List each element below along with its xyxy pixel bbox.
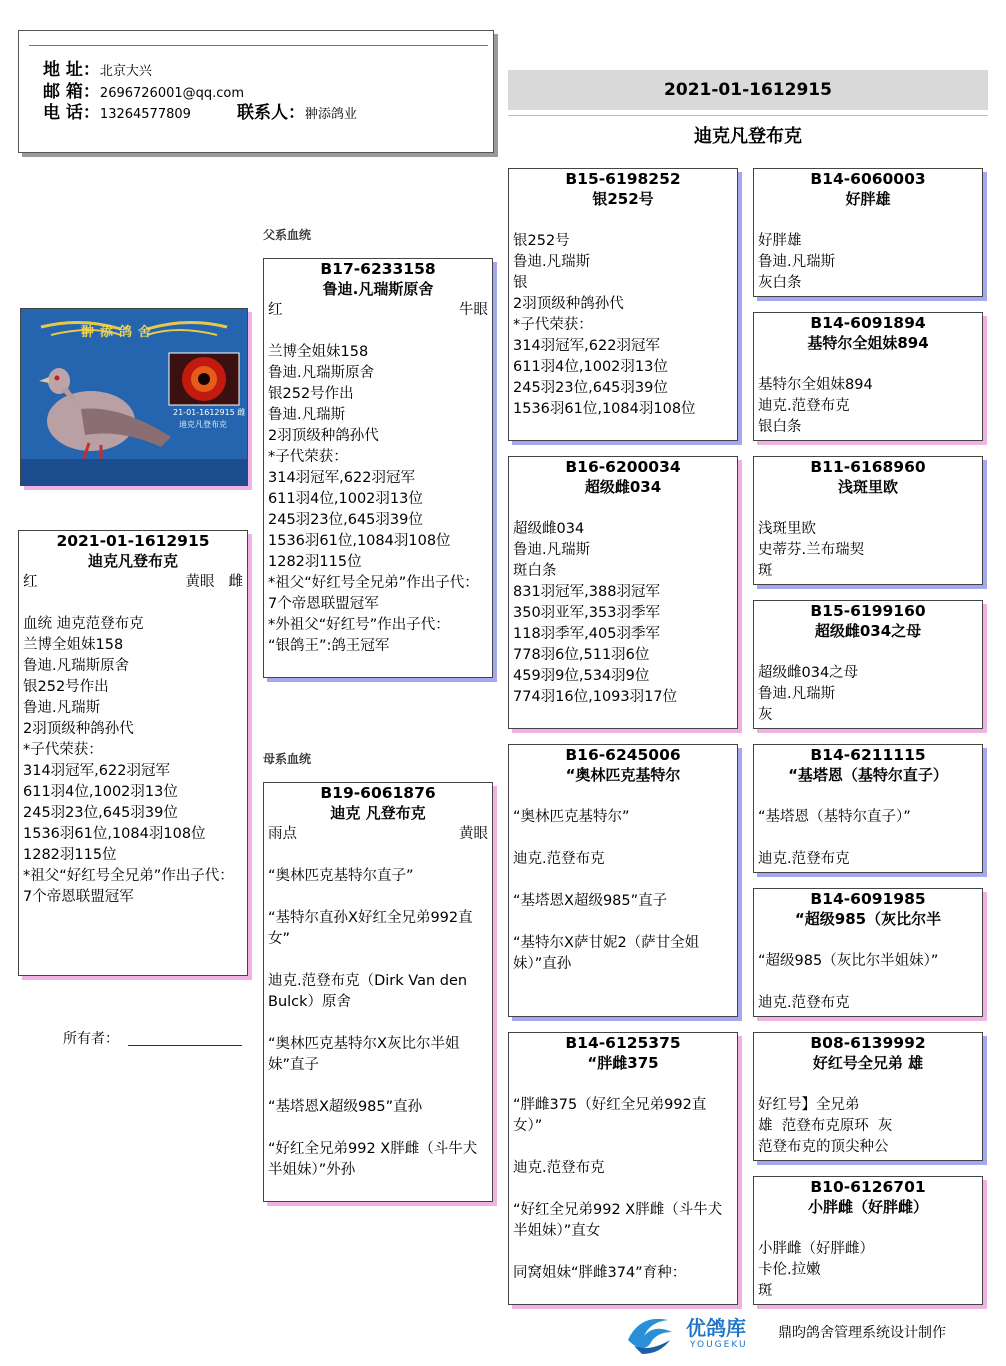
great-grandparent-name: “超级985（灰比尔半	[794, 910, 942, 928]
great-grandparent-ring: B15-6199160	[810, 602, 926, 620]
grandparent-card	[508, 1032, 738, 1305]
note-line	[758, 930, 978, 951]
great-grandparent-notes	[758, 930, 978, 1014]
note-line: 1282羽115位	[268, 554, 362, 570]
note-line	[513, 912, 733, 933]
subject-name: 迪克凡登布克	[87, 552, 178, 570]
note-line: 小胖雌（好胖雌）	[758, 1241, 874, 1257]
subject-attributes	[23, 572, 243, 593]
note-line: 鲁迪.凡瑞斯	[513, 542, 591, 558]
note-line	[268, 887, 488, 908]
note-line	[758, 210, 978, 231]
note-line: “奥林匹克基特尔X灰比尔半姐妹”直子	[268, 1036, 460, 1073]
logo-text: 优鸽库	[686, 1316, 746, 1340]
note-line: 血统 迪克范登布克	[23, 616, 144, 632]
phone-value: 13264577809	[99, 107, 191, 122]
address-label: 地 址：	[43, 60, 100, 80]
great-grandparent-card	[753, 600, 983, 729]
footer-credit: 鼎昀鸽舍管理系统设计制作	[778, 1325, 946, 1341]
title-divider	[508, 115, 988, 116]
note-line: 1536羽61位,1084羽108位	[513, 401, 696, 417]
dam-section-label: 母系血统	[263, 752, 312, 766]
sire-name: 鲁迪.凡瑞斯原舍	[322, 280, 434, 298]
sire-ring: B17-6233158	[320, 260, 436, 278]
logo-subtext: YOUGEKU	[690, 1340, 748, 1350]
subject-ring: 2021-01-1612915	[56, 532, 210, 550]
grandparent-card	[508, 744, 738, 1017]
note-line: “基特尔直孙X好红全兄弟992直女”	[268, 910, 473, 947]
note-line: 迪克.范登布克	[758, 851, 850, 867]
note-line: 好胖雄	[758, 233, 802, 249]
note-line: 1536羽61位,1084羽108位	[268, 533, 451, 549]
note-line: 银252号作出	[268, 386, 354, 402]
great-grandparent-card	[753, 1032, 983, 1161]
grandparent-ring: B15-6198252	[565, 170, 681, 188]
note-line	[268, 1076, 488, 1097]
great-grandparent-notes	[758, 498, 978, 582]
note-line: 银252号作出	[23, 679, 109, 695]
grandparent-name: “胖雌375	[587, 1054, 659, 1072]
great-grandparent-card	[753, 1176, 983, 1305]
note-line	[513, 1242, 733, 1263]
note-line: 鲁迪.凡瑞斯	[268, 407, 346, 423]
note-line: “基塔恩（基特尔直子）”	[758, 809, 911, 825]
subject-card	[18, 530, 248, 976]
note-line: 银白条	[758, 419, 802, 435]
note-line: “奥林匹克基特尔直子”	[268, 868, 414, 884]
note-line: “超级985（灰比尔半姐妹）”	[758, 953, 939, 969]
great-grandparent-card	[753, 168, 983, 297]
photo-banner: 翀添鸽舍	[81, 325, 158, 340]
great-grandparent-ring: B14-6091985	[810, 890, 926, 908]
grandparent-notes	[513, 498, 733, 708]
dam-card	[263, 782, 493, 1202]
sire-attributes	[268, 300, 488, 321]
great-grandparent-notes	[758, 1074, 978, 1158]
contact-person-label: 联系人：	[237, 103, 306, 123]
contact-box	[18, 30, 494, 153]
great-grandparent-notes	[758, 786, 978, 870]
owner-signature-line	[128, 1045, 242, 1046]
note-line: “基塔恩X超级985”直子	[513, 893, 668, 909]
note-line	[513, 1179, 733, 1200]
subject-color: 红	[23, 574, 38, 590]
pigeon-photo	[20, 308, 248, 486]
note-line: *祖父“好红号全兄弟”作出子代：	[268, 575, 479, 591]
note-line	[268, 950, 488, 971]
dam-attributes	[268, 824, 488, 845]
grandparent-ring: B16-6200034	[565, 458, 681, 476]
note-line	[268, 1118, 488, 1139]
note-line: 1282羽115位	[23, 847, 117, 863]
note-line: 范登布克的顶尖种公	[758, 1139, 889, 1155]
grandparent-name: 银252号	[592, 190, 654, 208]
great-grandparent-name: 浅斑里欧	[837, 478, 898, 496]
note-line: *祖父“好红号全兄弟”作出子代：	[23, 868, 234, 884]
note-line	[513, 210, 733, 231]
note-line: 史蒂芬.兰布瑞契	[758, 542, 865, 558]
note-line: 好红号】全兄弟	[758, 1097, 860, 1113]
great-grandparent-card	[753, 888, 983, 1017]
pedigree-name-title: 迪克凡登布克	[694, 126, 802, 147]
note-line	[513, 870, 733, 891]
great-grandparent-notes	[758, 210, 978, 294]
note-line	[513, 786, 733, 807]
grandparent-ring: B14-6125375	[565, 1034, 681, 1052]
grandparent-notes	[513, 786, 733, 975]
note-line: 兰博全姐妹158	[23, 637, 124, 653]
sire-section-label: 父系血统	[263, 228, 312, 242]
note-line: 314羽冠军,622羽冠军	[268, 470, 415, 486]
note-line: 2羽顶级种鸽孙代	[513, 296, 624, 312]
note-line	[758, 1074, 978, 1095]
great-grandparent-name: 超级雌034之母	[814, 622, 922, 640]
note-line: *子代荣获：	[513, 317, 593, 333]
great-grandparent-notes	[758, 354, 978, 438]
note-line: 鲁迪.凡瑞斯原舍	[268, 365, 375, 381]
sire-color: 红	[268, 302, 283, 318]
great-grandparent-ring: B08-6139992	[810, 1034, 926, 1052]
note-line: “银鸽王”:鸽王冠军	[268, 638, 390, 654]
note-line: 7个帝恩联盟冠军	[268, 596, 379, 612]
great-grandparent-notes	[758, 642, 978, 726]
note-line: 118羽季军,405羽季军	[513, 626, 660, 642]
address-value: 北京大兴	[99, 64, 152, 79]
note-line: 雄 范登布克原环 灰	[758, 1118, 893, 1134]
note-line: *外祖父“好红号”作出子代：	[268, 617, 450, 633]
note-line: 314羽冠军,622羽冠军	[513, 338, 660, 354]
note-line: 245羽23位,645羽39位	[513, 380, 668, 396]
subject-notes	[23, 593, 243, 908]
note-line: 459羽9位,534羽9位	[513, 668, 650, 684]
divider	[29, 45, 488, 46]
yougeku-logo	[620, 1310, 770, 1358]
great-grandparent-name: 基特尔全姐妹894	[807, 334, 929, 352]
note-line: 银	[513, 275, 528, 291]
sire-card	[263, 258, 493, 678]
note-line: 鲁迪.凡瑞斯	[758, 254, 836, 270]
photo-ring-text: 21-01-1612915 雌	[173, 408, 246, 417]
note-line: 迪克.范登布克	[513, 851, 605, 867]
note-line: 迪克.范登布克（Dirk Van den Bulck）原舍	[268, 973, 472, 1010]
grandparent-ring: B16-6245006	[565, 746, 681, 764]
note-line: 鲁迪.凡瑞斯	[23, 700, 101, 716]
note-line: *子代荣获：	[268, 449, 348, 465]
note-line: 迪克.范登布克	[513, 1160, 605, 1176]
note-line	[268, 845, 488, 866]
note-line	[23, 593, 243, 614]
sire-eye: 牛眼	[459, 302, 488, 318]
note-line	[758, 498, 978, 519]
note-line: 鲁迪.凡瑞斯原舍	[23, 658, 130, 674]
contact-person-value: 翀添鸽业	[305, 107, 358, 122]
note-line: 7个帝恩联盟冠军	[23, 889, 134, 905]
grandparent-card	[508, 456, 738, 729]
note-line: 鲁迪.凡瑞斯	[513, 254, 591, 270]
note-line	[513, 1137, 733, 1158]
note-line: 2羽顶级种鸽孙代	[23, 721, 134, 737]
note-line	[758, 828, 978, 849]
note-line: 245羽23位,645羽39位	[23, 805, 178, 821]
dam-ring: B19-6061876	[320, 784, 436, 802]
great-grandparent-notes	[758, 1218, 978, 1302]
note-line	[758, 354, 978, 375]
note-line: 灰白条	[758, 275, 802, 291]
note-line: 774羽16位,1093羽17位	[513, 689, 678, 705]
grandparent-notes	[513, 1074, 733, 1284]
dam-notes	[268, 845, 488, 1181]
great-grandparent-card	[753, 456, 983, 585]
note-line: 611羽4位,1002羽13位	[268, 491, 423, 507]
note-line: *子代荣获：	[23, 742, 103, 758]
note-line: 同窝姐妹“胖雌374”育种：	[513, 1265, 687, 1281]
grandparent-name: 超级雌034	[584, 478, 662, 496]
note-line: 831羽冠军,388羽冠军	[513, 584, 660, 600]
great-grandparent-name: 好红号全兄弟 雄	[812, 1054, 924, 1072]
email-value: 2696726001@qq.com	[99, 86, 245, 101]
pedigree-ring-title: 2021-01-1612915	[508, 70, 988, 110]
note-line	[513, 498, 733, 519]
note-line: 超级雌034	[513, 521, 585, 537]
note-line: 斑	[758, 1283, 773, 1299]
dam-name: 迪克 凡登布克	[330, 804, 426, 822]
great-grandparent-card	[753, 312, 983, 441]
note-line	[268, 1013, 488, 1034]
note-line: 245羽23位,645羽39位	[268, 512, 423, 528]
note-line: 611羽4位,1002羽13位	[23, 784, 178, 800]
sire-notes	[268, 321, 488, 657]
grandparent-notes	[513, 210, 733, 420]
note-line	[758, 972, 978, 993]
note-line: 1536羽61位,1084羽108位	[23, 826, 206, 842]
note-line	[513, 828, 733, 849]
note-line: “好红全兄弟992 X胖雌（斗牛犬半姐妹）”外孙	[268, 1141, 478, 1178]
dam-eye: 黄眼	[459, 826, 488, 842]
note-line: 灰	[758, 707, 773, 723]
note-line: 350羽亚军,353羽季军	[513, 605, 660, 621]
great-grandparent-name: 小胖雌（好胖雌）	[807, 1198, 928, 1216]
note-line: 兰博全姐妹158	[268, 344, 369, 360]
note-line: 迪克.范登布克	[758, 995, 850, 1011]
email-label: 邮 箱：	[43, 82, 100, 102]
great-grandparent-ring: B11-6168960	[810, 458, 926, 476]
great-grandparent-ring: B14-6091894	[810, 314, 926, 332]
subject-sex: 雌	[228, 574, 243, 590]
note-line: “奥林匹克基特尔”	[513, 809, 630, 825]
note-line: 314羽冠军,622羽冠军	[23, 763, 170, 779]
phone-label: 电 话：	[43, 103, 100, 123]
great-grandparent-ring: B10-6126701	[810, 1178, 926, 1196]
note-line: 银252号	[513, 233, 570, 249]
note-line: 778羽6位,511羽6位	[513, 647, 650, 663]
note-line: 超级雌034之母	[758, 665, 859, 681]
note-line: 卡伦.拉嫩	[758, 1262, 821, 1278]
note-line: “基塔恩X超级985”直孙	[268, 1099, 423, 1115]
grandparent-name: “奥林匹克基特尔	[565, 766, 681, 784]
note-line: “好红全兄弟992 X胖雌（斗牛犬半姐妹）”直女	[513, 1202, 723, 1239]
great-grandparent-name: 好胖雄	[845, 190, 891, 208]
photo-caption: 迪克凡登布克	[179, 420, 227, 429]
note-line	[268, 321, 488, 342]
phone-row	[43, 98, 357, 123]
note-line: 611羽4位,1002羽13位	[513, 359, 668, 375]
note-line: “胖雌375（好红全兄弟992直女）”	[513, 1097, 707, 1134]
great-grandparent-name: “基塔恩（基特尔直子）	[788, 766, 948, 784]
note-line	[513, 1074, 733, 1095]
swirl-logo-icon	[620, 1310, 680, 1356]
note-line: 2羽顶级种鸽孙代	[268, 428, 379, 444]
note-line: 斑	[758, 563, 773, 579]
dam-color: 雨点	[268, 826, 297, 842]
note-line	[758, 642, 978, 663]
note-line: “基特尔X萨甘妮2（萨甘全姐妹）”直孙	[513, 935, 700, 972]
great-grandparent-card	[753, 744, 983, 873]
subject-eye: 黄眼	[185, 574, 215, 590]
note-line: 基特尔全姐妹894	[758, 377, 873, 393]
great-grandparent-ring: B14-6211115	[810, 746, 926, 764]
grandparent-card	[508, 168, 738, 441]
great-grandparent-ring: B14-6060003	[810, 170, 926, 188]
note-line: 鲁迪.凡瑞斯	[758, 686, 836, 702]
note-line	[758, 786, 978, 807]
note-line: 斑白条	[513, 563, 557, 579]
note-line	[758, 1218, 978, 1239]
note-line: 迪克.范登布克	[758, 398, 850, 414]
owner-label: 所有者：	[63, 1031, 119, 1047]
note-line: 浅斑里欧	[758, 521, 816, 537]
